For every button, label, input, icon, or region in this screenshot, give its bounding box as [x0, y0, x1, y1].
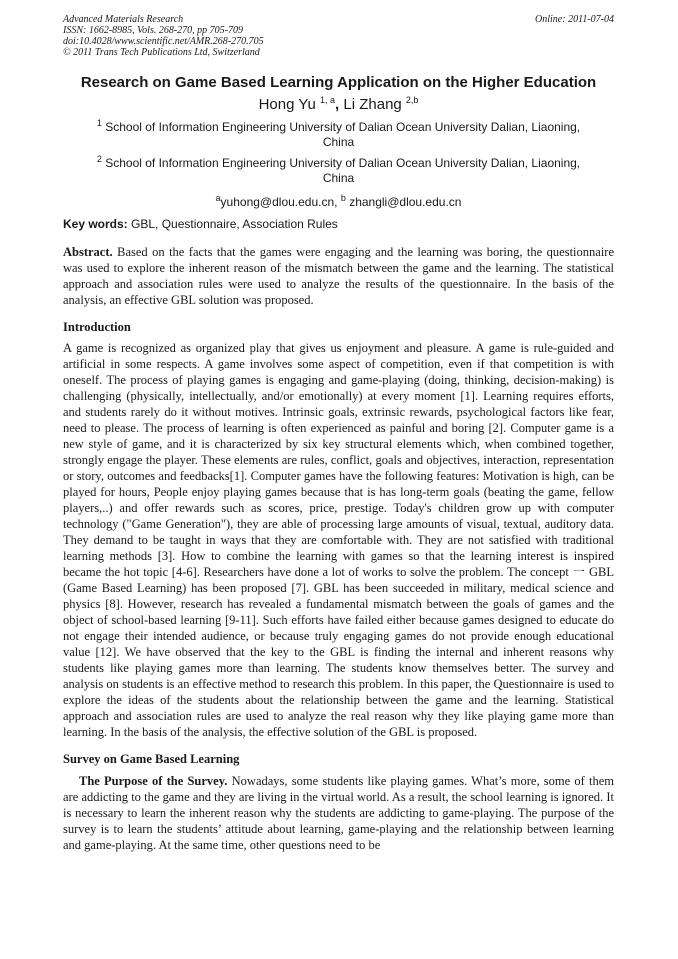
author-1: Hong Yu: [258, 96, 316, 113]
survey-purpose-paragraph: [63, 773, 614, 853]
affiliation-1: [63, 120, 614, 150]
copyright-line: © 2011 Trans Tech Publications Ltd, Switzerland: [63, 47, 260, 58]
affiliation-1-text: School of Information Engineering University of Dalian Ocean University Dalian, Liaoning, China: [105, 120, 581, 149]
email-a[interactable]: yuhong@dlou.edu.cn,: [220, 195, 338, 209]
paper-page: [63, 14, 614, 853]
keywords-label: Key words:: [63, 217, 128, 231]
email-line: [63, 195, 614, 210]
author-line: [63, 95, 614, 114]
abstract-text: Based on the facts that the games were engaging and the learning was boring, the questionnaire was used to explore the inherent reason of the mismatch between the game and the learning. The statistical approach and association rules were used to analyze the results of the questionnaire. In the basis of the analysis, an effective GBL solution was proposed.: [63, 245, 615, 307]
abstract-label: Abstract.: [63, 245, 113, 259]
author-1-affiliation: 1, a: [320, 95, 336, 105]
doi-line: doi:10.4028/www.scientific.net/AMR.268-270.705: [63, 36, 264, 47]
affiliation-1-number: 1: [96, 118, 102, 128]
keywords: [63, 217, 614, 232]
paper-title: Research on Game Based Learning Application on the Higher Education: [80, 74, 597, 91]
author-2: Li Zhang: [343, 96, 402, 113]
abstract: [63, 244, 614, 308]
journal-name: Advanced Materials Research: [63, 14, 184, 25]
author-separator: ,: [335, 96, 340, 113]
email-a-marker: a: [215, 193, 221, 203]
email-b-marker: b: [340, 193, 346, 203]
email-b[interactable]: zhangli@dlou.edu.cn: [349, 195, 462, 209]
survey-purpose-text: Nowadays, some students like playing games. What’s more, some of them are addicting to the game and they are living in the virtual world. As a result, the school learning is ignored. It is necessary to learn the inherent reason why the students are addicting to game-playing. The purpose of the survey is to learn the students’ attitude about learning, game-playing and the relationship between learning and game-playing. At the same time, other questions need to be: [63, 774, 615, 852]
affiliation-2-number: 2: [96, 154, 102, 164]
introduction-heading: Introduction: [63, 320, 131, 334]
introduction-text: A game is recognized as organized play that gives us enjoyment and pleasure. A game is rule-guided and artificial in some respects. A game involves some aspect of competition, even if that competition is with oneself. The process of playing games is engaging and game-playing (doing, thinking, decision-making) is challenging (physically, intellectually, and/or emotionally) at every moment [1]. Learning requires efforts, and students rarely do it without motives. Intrinsic goals, extrinsic rewards, psychological factors like fear, need to please. The process of learning is often experienced as painful and boring [2]. Computer game is a new style of game, and it is characterized by six key structural elements which, when combined together, strongly engage the player. These elements are rules, conflict, goals and objectives, interaction, representation or story, outcomes and feedbacks[1]. Computer games have the following features: Motivation is high, can be played for hours, People enjoy playing games because that is has long-term goals (beating the game, fellow players,..) and offer rewards such as scores, price, prestige. Today's children grow up with computer technology ("Game Generation"), they are able of processing large amounts of visual, textual, auditory data. They demand to be taught in ways that they are comfortable with. They are not satisfied with traditional learning methods [3]. How to combine the learning with games so that the learning interest is inspired became the hot topic [4-6]. Researchers have done a lot of works to solve the problem. The concept 一 GBL (Game Based Learning) has been proposed [7]. GBL has been succeeded in military, medical science and physics [8]. However, research has revealed a fundamental mismatch between the goals of games and the object of school-based learning [9-11]. Such efforts have failed either because games designed to educate do not engage their intended audience, or because truly engaging games do not provide enough educational value [12]. We have observed that the key to the GBL is finding the internal and inherent reasons why students like playing games more than learning. The students know themselves better. The survey and analysis on students is an effective method to research this problem. In this paper, the Questionnaire is used to explore the ideas of the students about the relationship between the game and the learning. Statistical approach and association rules are used to analyze the real reason why they like playing game more than learning. In the basis of the analysis, the effective solution of the GBL is proposed.: [63, 341, 614, 739]
affiliation-2-text: School of Information Engineering University of Dalian Ocean University Dalian, Liaoning, China: [105, 156, 581, 185]
journal-header: [63, 14, 614, 58]
online-date: Online: 2011-07-04: [535, 14, 614, 25]
issn-line: ISSN: 1662-8985, Vols. 268-270, pp 705-709: [63, 25, 243, 36]
keywords-text: GBL, Questionnaire, Association Rules: [131, 217, 338, 231]
survey-heading: Survey on Game Based Learning: [63, 752, 240, 766]
survey-purpose-label: The Purpose of the Survey.: [79, 774, 228, 788]
affiliation-2: [63, 156, 614, 186]
author-2-affiliation: 2,b: [405, 95, 419, 105]
